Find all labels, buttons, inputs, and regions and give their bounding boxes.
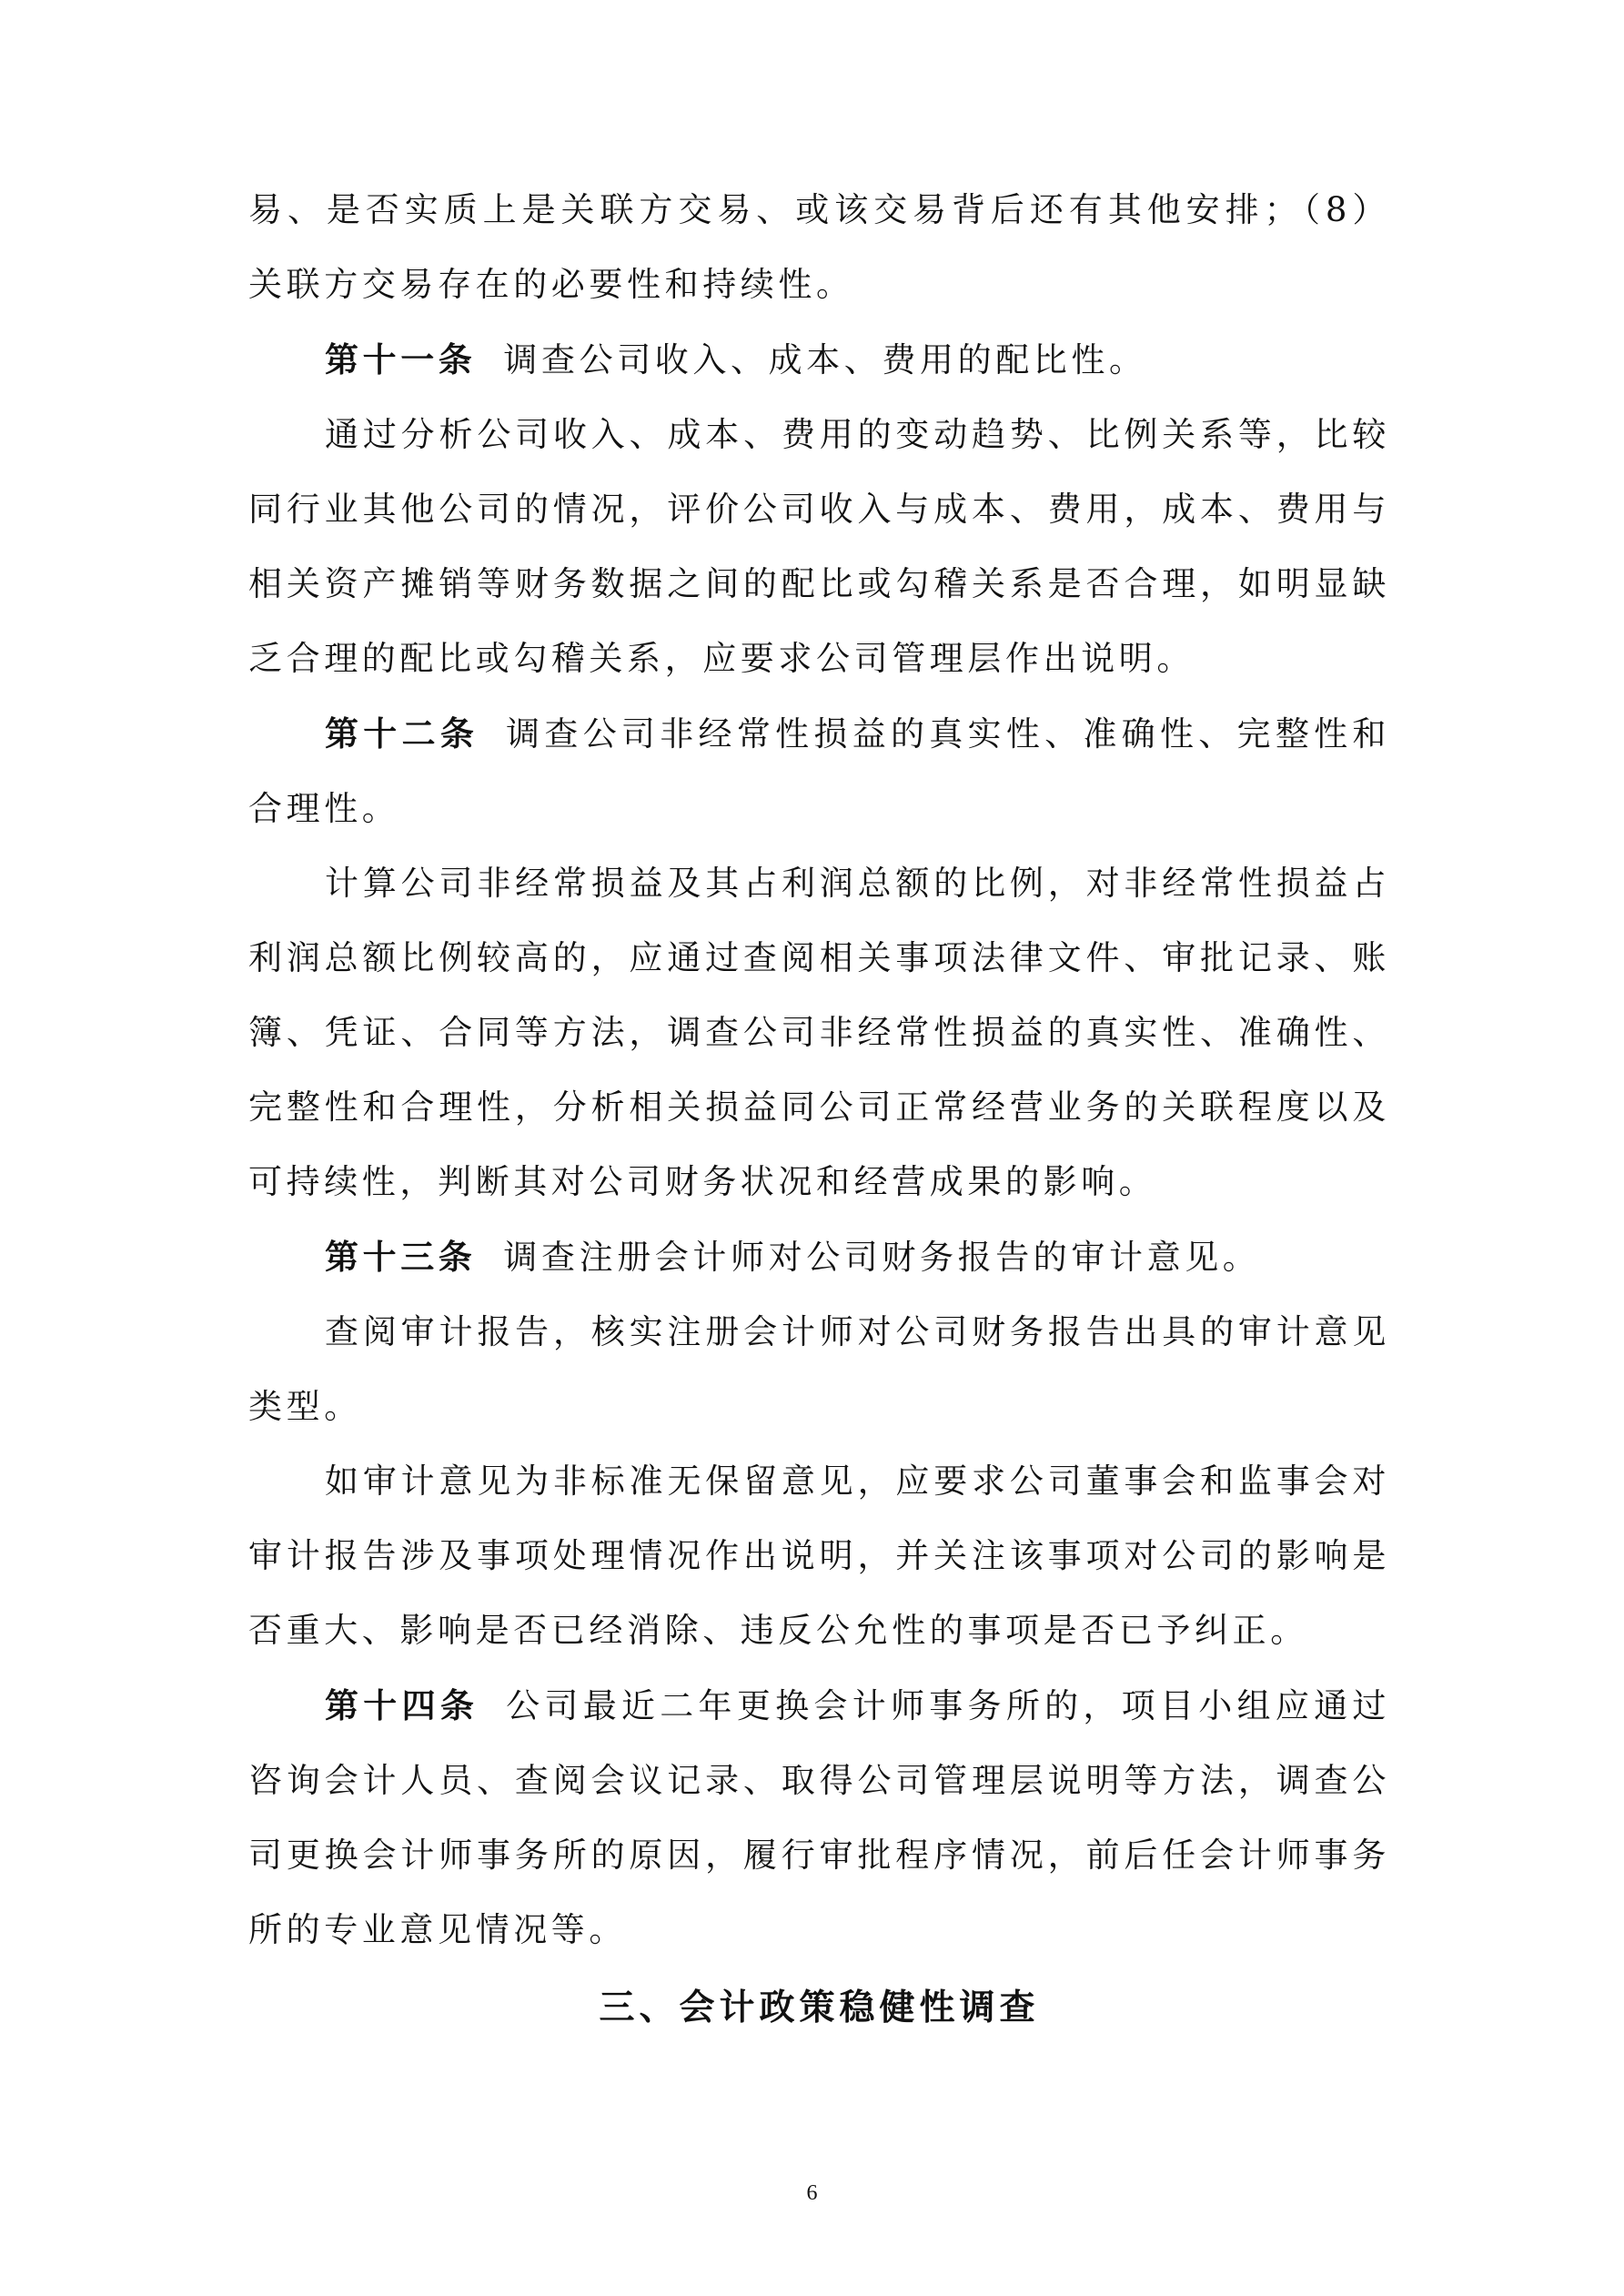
article-11-heading: [248, 322, 1390, 398]
article-title: 调查公司收入、成本、费用的配比性。: [503, 340, 1147, 379]
article-number: 第十一条: [325, 339, 477, 379]
paragraph-text: 如审计意见为非标准无保留意见，应要求公司董事会和监事会对审计报告涉及事项处理情况作出说明，并关注该事项对公司的影响是否重大、影响是否已经消除、违反公允性的事项是否已予纠正。: [248, 1462, 1390, 1650]
paragraph-continuation: [248, 173, 1390, 322]
paragraph-text: 通过分析公司收入、成本、费用的变动趋势、比例关系等，比较同行业其他公司的情况，评价公司收入与成本、费用，成本、费用与相关资产摊销等财务数据之间的配比或勾稽关系是否合理，如明显缺乏合理的配比或勾稽关系，应要求公司管理层作出说明。: [248, 415, 1390, 678]
body-text: [248, 173, 1390, 2049]
article-12-body: [248, 846, 1390, 1219]
article-13-body-1: [248, 1295, 1390, 1444]
paragraph-text: 公司最近二年更换会计师事务所的，项目小组应通过咨询会计人员、查阅会议记录、取得公司管理层说明等方法，调查公司更换会计师事务所的原因，履行审批程序情况，前后任会计师事务所的专业意见情况等。: [248, 1686, 1390, 1949]
article-13-body-2: [248, 1444, 1390, 1668]
article-title: 调查注册会计师对公司财务报告的审计意见。: [503, 1238, 1261, 1277]
article-title: 调查公司非经常性损益的真实性、准确性、完整性和合理性。: [248, 714, 1390, 828]
page-number: 6: [806, 2181, 818, 2205]
article-13-heading: [248, 1219, 1390, 1295]
article-number: 第十四条: [325, 1685, 479, 1725]
paragraph-text: 查阅审计报告，核实注册会计师对公司财务报告出具的审计意见类型。: [248, 1312, 1390, 1426]
paragraph-text: 易、是否实质上是关联方交易、或该交易背后还有其他安排；（8）关联方交易存在的必要性和持续性。: [248, 190, 1390, 304]
article-number: 第十三条: [325, 1237, 477, 1277]
section-title: 三、会计政策稳健性调查: [599, 1988, 1040, 2028]
article-number: 第十二条: [325, 713, 479, 754]
paragraph-text: 计算公司非经常损益及其占利润总额的比例，对非经常性损益占利润总额比例较高的，应通过查阅相关事项法律文件、审批记录、账簿、凭证、合同等方法，调查公司非经常性损益的真实性、准确性、完整性和合理性，分析相关损益同公司正常经营业务的关联程度以及可持续性，判断其对公司财务状况和经营成果的影响。: [248, 864, 1390, 1201]
article-14: [248, 1668, 1390, 1967]
article-11-body: [248, 398, 1390, 696]
article-12-heading: [248, 696, 1390, 846]
